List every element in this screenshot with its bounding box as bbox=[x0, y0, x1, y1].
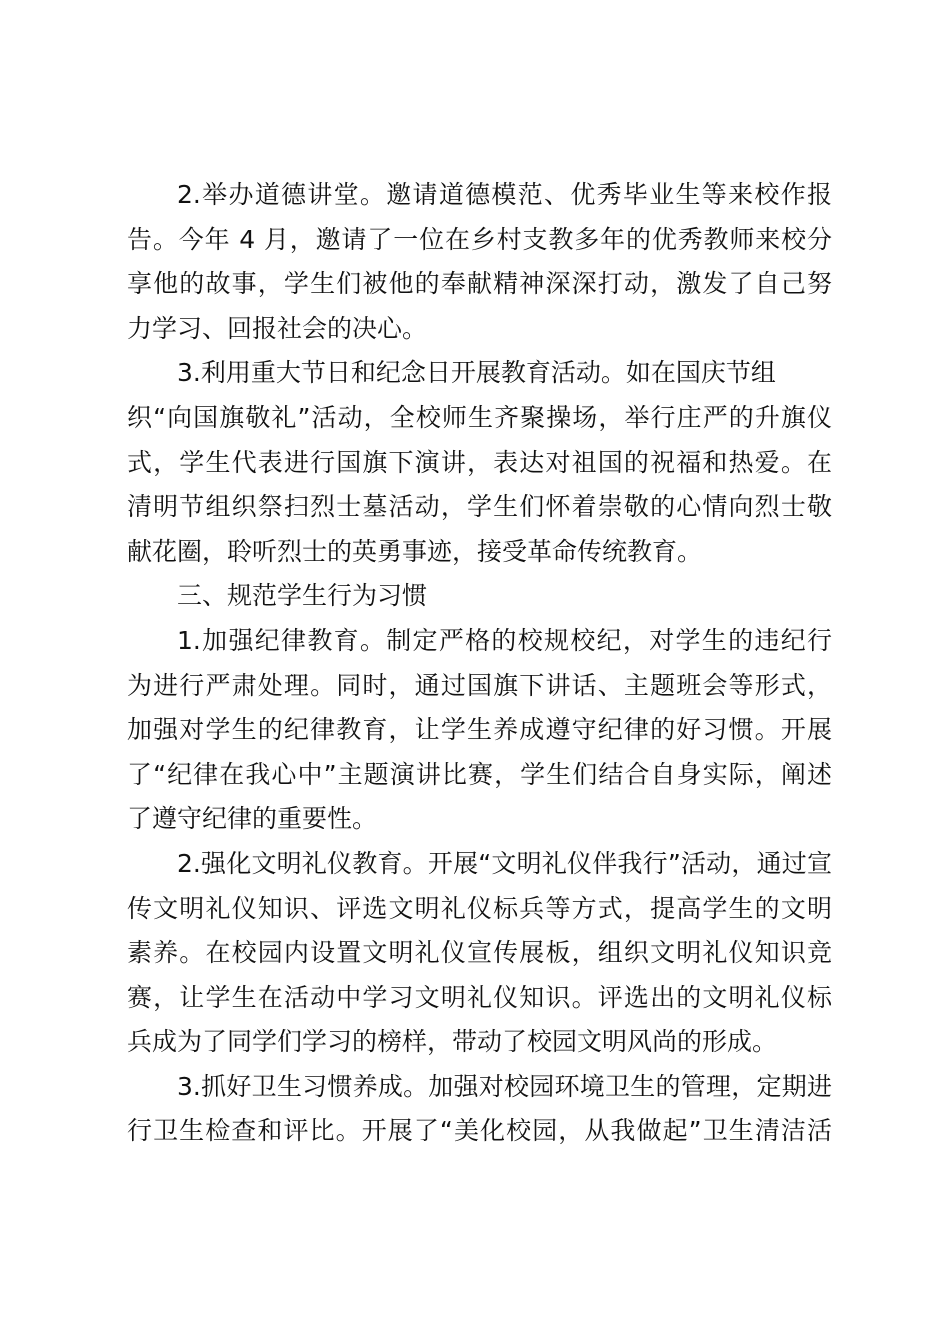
section-heading-behavior bbox=[127, 574, 832, 619]
text-line: 素养。在校园内设置文明礼仪宣传展板，组织文明礼仪知识竞 bbox=[127, 938, 832, 968]
text-line: 1.加强纪律教育。制定严格的校规校纪，对学生的违纪行 bbox=[177, 625, 832, 655]
text-line: 献花圈，聆听烈士的英勇事迹，接受革命传统教育。 bbox=[127, 536, 703, 566]
text-line: 赛，让学生在活动中学习文明礼仪知识。评选出的文明礼仪标 bbox=[127, 982, 832, 1012]
text-line: 享他的故事，学生们被他的奉献精神深深打动，激发了自己努 bbox=[127, 269, 832, 299]
paragraph-etiquette-education bbox=[127, 842, 832, 1065]
text-line: 清明节组织祭扫烈士墓活动，学生们怀着崇敬的心情向烈士敬 bbox=[127, 492, 832, 522]
text-line: 2.强化文明礼仪教育。开展“文明礼仪伴我行”活动，通过宣 bbox=[177, 848, 832, 878]
paragraph-discipline-education bbox=[127, 619, 832, 842]
paragraph-moral-lecture bbox=[127, 173, 832, 351]
text-line: 兵成为了同学们学习的榜样，带动了校园文明风尚的形成。 bbox=[127, 1027, 778, 1057]
text-line: 了“纪律在我心中”主题演讲比赛，学生们结合自身实际，阐述 bbox=[127, 759, 832, 789]
text-line: 告。今年 4 月，邀请了一位在乡村支教多年的优秀教师来校分 bbox=[127, 224, 832, 254]
paragraph-festival-activities bbox=[127, 351, 832, 574]
section-heading: 三、规范学生行为习惯 bbox=[177, 581, 428, 611]
document-body bbox=[127, 173, 832, 1154]
text-line: 行卫生检查和评比。开展了“美化校园，从我做起”卫生清洁活 bbox=[127, 1116, 832, 1146]
text-line: 加强对学生的纪律教育，让学生养成遵守纪律的好习惯。开展 bbox=[127, 715, 832, 745]
text-line: 3.抓好卫生习惯养成。加强对校园环境卫生的管理，定期进 bbox=[177, 1071, 832, 1101]
text-line: 力学习、回报社会的决心。 bbox=[127, 313, 428, 343]
paragraph-hygiene-habits bbox=[127, 1065, 832, 1154]
text-line: 为进行严肃处理。同时，通过国旗下讲话、主题班会等形式， bbox=[127, 670, 832, 700]
text-line: 织“向国旗敬礼”活动，全校师生齐聚操场，举行庄严的升旗仪 bbox=[127, 402, 832, 432]
text-line: 传文明礼仪知识、评选文明礼仪标兵等方式，提高学生的文明 bbox=[127, 893, 832, 923]
text-line: 了遵守纪律的重要性。 bbox=[127, 804, 378, 834]
text-line: 2.举办道德讲堂。邀请道德模范、优秀毕业生等来校作报 bbox=[177, 180, 832, 209]
text-line: 式，学生代表进行国旗下演讲，表达对祖国的祝福和热爱。在 bbox=[127, 447, 832, 477]
text-line: 3.利用重大节日和纪念日开展教育活动。如在国庆节组 bbox=[177, 358, 776, 388]
